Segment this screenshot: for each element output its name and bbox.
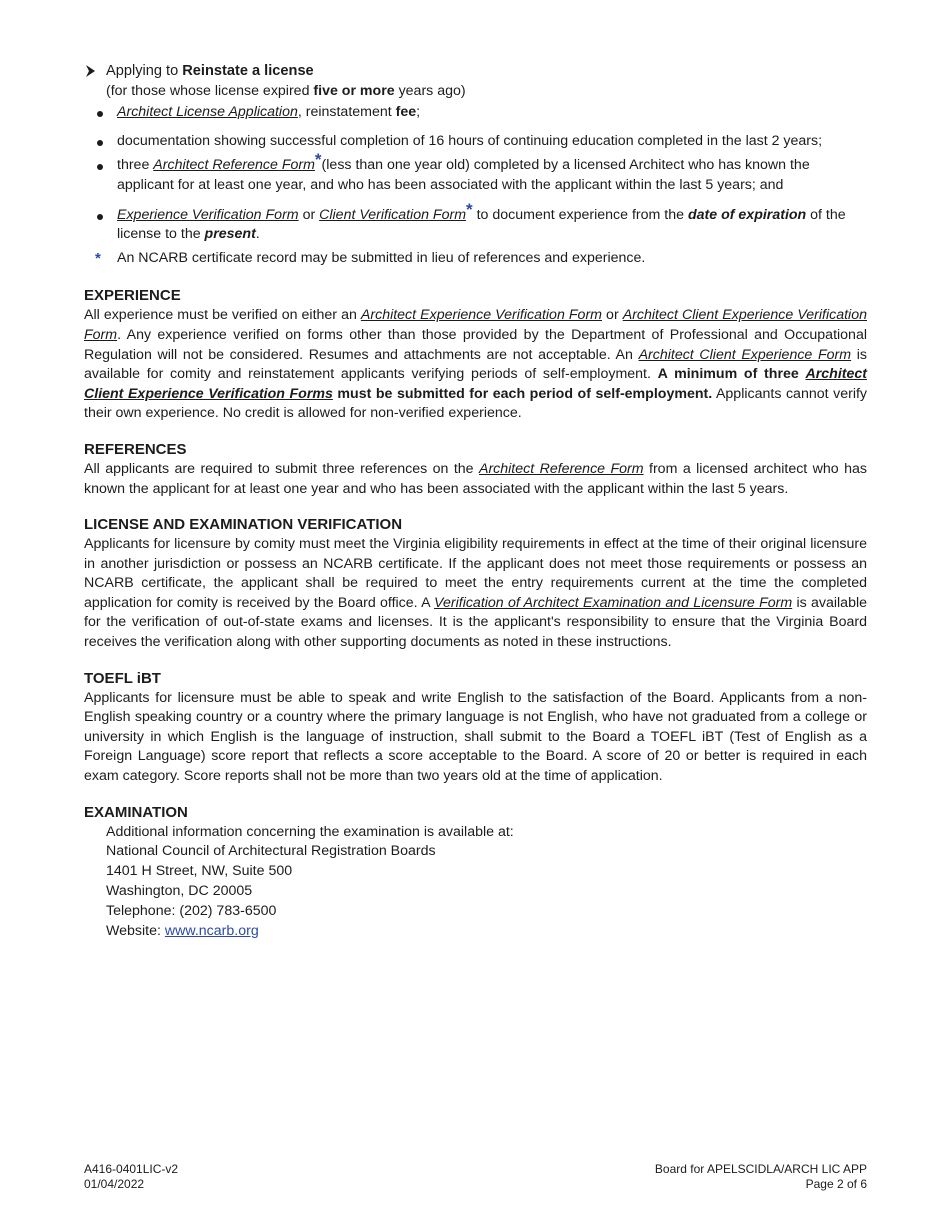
b4-mid: to document experience from the <box>472 206 688 223</box>
bullet-dot-icon <box>97 111 103 117</box>
exp-p4: is available for comity and reinstatement applicants verifying periods of self-employment. <box>84 346 867 383</box>
architect-license-application-link[interactable]: Architect License Application <box>117 104 298 121</box>
experience-paragraph <box>84 306 867 424</box>
asterisk-icon: * <box>95 249 101 267</box>
examination-heading: EXAMINATION <box>84 803 188 821</box>
bullet-dot-icon <box>97 214 103 220</box>
document-page <box>84 62 867 941</box>
address-line: Washington, DC 20005 <box>106 883 253 900</box>
b4-end: . <box>255 226 260 243</box>
verification-examination-licensure-form-link[interactable]: Verification of Architect Examination and Licensure Form <box>434 594 793 611</box>
toefl-heading: TOEFL iBT <box>84 669 161 687</box>
form-date: 01/04/2022 <box>84 1176 145 1191</box>
form-id: A416-0401LIC-v2 <box>84 1162 179 1176</box>
address-line: Additional information concerning the examination is available at: <box>106 823 514 840</box>
b4-or: or <box>298 206 320 223</box>
footer-right <box>655 1162 867 1191</box>
experience-heading: EXPERIENCE <box>84 287 181 305</box>
ncarb-website-link[interactable]: www.ncarb.org <box>164 922 259 939</box>
note-text: An NCARB certificate record may be submitted in lieu of references and experience. <box>117 249 646 266</box>
client-verification-form-link[interactable]: Client Verification Form <box>319 206 467 223</box>
reinstate-sub-pre: (for those whose license expired <box>106 82 314 99</box>
architect-reference-form-link[interactable]: Architect Reference Form <box>153 157 315 174</box>
asterisk-icon: * <box>466 199 473 219</box>
architect-client-experience-verification-form-link[interactable]: Architect Client Experience Verification Form <box>84 307 867 343</box>
reinstate-sub-bold: five or more <box>313 82 395 99</box>
list-item <box>84 132 867 152</box>
b2-text: documentation showing successful completion of 16 hours of continuing education completed in the last 2 years; <box>117 132 823 149</box>
lv-p2: is available for the verification of out-of-state exams and licenses. It is the applicant's responsibility to ensure that the Virginia Board receives the verification along with other supporting documents as noted in these instructions. <box>84 594 867 651</box>
license-verification-heading: LICENSE AND EXAMINATION VERIFICATION <box>84 516 403 534</box>
reinstate-requirements-list <box>84 103 867 268</box>
examination-section <box>84 803 867 942</box>
references-paragraph <box>84 460 867 499</box>
b4-bold1: date of expiration <box>687 206 807 223</box>
address-line: Telephone: (202) 783-6500 <box>106 902 277 919</box>
exp-bold2: must be submitted for each period of self-employment. <box>332 385 713 402</box>
references-section <box>84 440 867 499</box>
exp-bold1: A minimum of three <box>657 366 806 383</box>
b1-end: ; <box>416 104 421 121</box>
address-line: 1401 H Street, NW, Suite 500 <box>106 863 293 880</box>
b4-mid2: of the license to the <box>117 206 846 243</box>
lv-p1: Applicants for licensure by comity must meet the Virginia eligibility requirements in effect at the time of their original licensure in another jurisdiction or possess an NCARB certificate. If the applicant does not meet those requirements or possess an NCARB certificate, the applicant shall be required to meet the entry requirements current at the time the completed application for comity is received by the Board office. A <box>84 536 867 611</box>
b1-bold: fee <box>395 104 417 121</box>
list-item <box>84 103 867 123</box>
exp-p5: Applicants cannot verify their own experience. No credit is allowed for non-verified experience. <box>84 385 868 422</box>
asterisk-icon: * <box>314 150 322 170</box>
bullet-dot-icon <box>97 164 103 170</box>
b3-pre: three <box>117 157 154 174</box>
exp-p1: All experience must be verified on either an <box>84 307 361 324</box>
reinstate-sub-post: years ago) <box>394 82 466 99</box>
footer-left <box>84 1162 178 1191</box>
b1-mid: , reinstatement <box>297 104 396 121</box>
examination-address <box>84 823 867 942</box>
license-verification-paragraph <box>84 535 867 653</box>
experience-verification-form-link[interactable]: Experience Verification Form <box>117 206 299 223</box>
exp-p3: . Any experience verified on forms other than those provided by the Department of Professional and Occupational Regulation will not be considered. Resumes and attachments are not acceptable. An <box>84 326 867 363</box>
architect-experience-verification-form-link[interactable]: Architect Experience Verification Form <box>360 307 602 324</box>
reinstate-prefix: Applying to <box>106 63 183 79</box>
list-item <box>84 199 867 245</box>
exp-p2: or <box>602 307 623 324</box>
list-item <box>84 150 867 195</box>
license-verification-section <box>84 515 867 653</box>
ref-p2: from a licensed architect who has known the applicant for at least one year and who has been associated with the applicant within the last 5 years. <box>84 460 867 497</box>
b3-post: (less than one year old) completed by a licensed Architect who has known the applicant for at least one year, and who has been associated with the applicant within the last 5 years; and <box>117 157 810 193</box>
references-heading: REFERENCES <box>84 440 187 458</box>
toefl-section <box>84 669 867 787</box>
reinstate-title: Reinstate a license <box>182 63 314 79</box>
architect-reference-form-link[interactable]: Architect Reference Form <box>478 460 644 477</box>
reinstate-heading <box>84 62 867 82</box>
b4-bold2: present <box>204 226 256 243</box>
toefl-paragraph: Applicants for licensure must be able to speak and write English to the satisfaction of the Board. Applicants from a non-English speaking country or a country where the primary language is not English, who have not graduated from a college or university in which English is the language of instruction, shall submit to the Board a TOEFL iBT (Test of English as a Foreign Language) score report that reflects a score acceptable to the Board. A score of 20 or better is required in each exam category. Score reports shall not be more than two years old at the time of application. <box>84 689 867 785</box>
reinstate-subtitle <box>84 82 867 102</box>
architect-client-experience-verification-forms-link[interactable]: Architect Client Experience Verification Forms <box>84 366 867 402</box>
board-name: Board for APELSCIDLA/ARCH LIC APP <box>654 1162 867 1176</box>
architect-client-experience-form-link[interactable]: Architect Client Experience Form <box>638 346 852 363</box>
website-line <box>106 922 867 942</box>
chevron-right-arrow-icon <box>84 63 98 79</box>
page-number: Page 2 of 6 <box>805 1176 867 1191</box>
bullet-dot-icon <box>97 140 103 146</box>
ref-p1: All applicants are required to submit three references on the <box>84 460 479 477</box>
experience-section <box>84 286 867 424</box>
website-label: Website: <box>106 922 165 939</box>
address-line: National Council of Architectural Registration Boards <box>106 843 436 860</box>
ncarb-note <box>84 249 867 269</box>
